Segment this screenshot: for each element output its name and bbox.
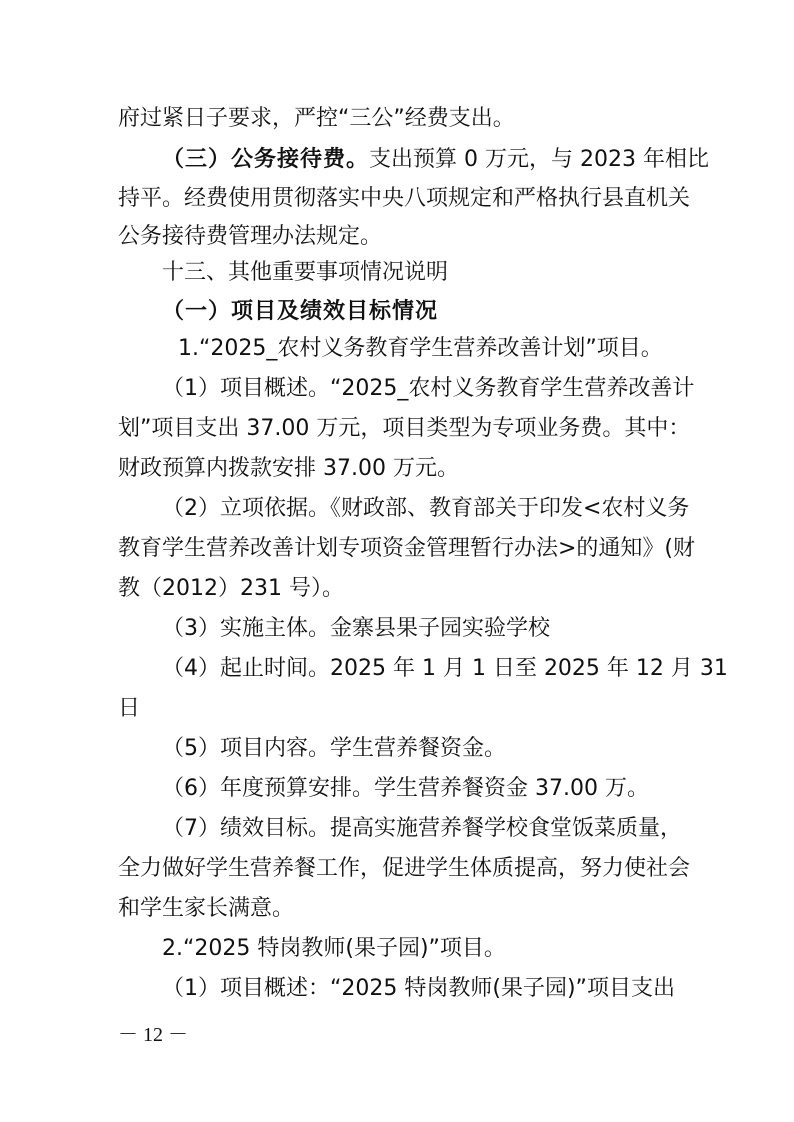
section-heading: 十三、其他重要事项情况说明 [162,260,449,285]
paragraph-line: 教（2012）231 号）。 [118,576,344,601]
paragraph-line: （1）项目概述：“2025 特岗教师(果子园)”项目支出 [162,976,675,1001]
paragraph-line: （5）项目内容。学生营养餐资金。 [162,736,506,761]
paragraph-line: （3）实施主体。金寨县果子园实验学校 [162,616,550,641]
paragraph-line: 公务接待费管理办法规定。 [118,224,383,249]
item-heading: 2.“2025 特岗教师(果子园)”项目。 [162,936,506,961]
paragraph-line: 和学生家长满意。 [118,896,295,921]
subsection-heading: （一）项目及绩效目标情况 [162,298,439,324]
paragraph-line: 府过紧日子要求，严控“三公”经费支出。 [118,106,515,131]
paragraph-line: （2）立项依据。《财政部、教育部关于印发<农村义务 [162,496,690,521]
paragraph-line [162,144,709,175]
paragraph-line: （7）绩效目标。提高实施营养餐学校食堂饭菜质量， [162,816,682,841]
paragraph-line: 划”项目支出 37.00 万元，项目类型为专项业务费。其中： [118,416,691,441]
page-number: － 12 － [118,1024,188,1046]
paragraph-line: 全力做好学生营养餐工作，促进学生体质提高，努力使社会 [118,856,691,881]
paragraph-line: （1）项目概述。“2025_农村义务教育学生营养改善计 [162,376,695,401]
paragraph-line: 日 [118,696,141,721]
paragraph-line: （4）起止时间。2025 年 1 月 1 日至 2025 年 12 月 31 [162,656,728,681]
paragraph-line: 财政预算内拨款安排 37.00 万元。 [118,456,459,481]
paragraph-line: 教育学生营养改善计划专项资金管理暂行办法>的通知》(财 [118,536,696,561]
paragraph-line: 持平。经费使用贯彻落实中央八项规定和严格执行县直机关 [118,186,691,211]
paragraph-line: （6）年度预算安排。学生营养餐资金 37.00 万。 [162,776,649,801]
item-heading: 1.“2025_农村义务教育学生营养改善计划”项目。 [178,336,663,361]
section-heading-inline: （三）公务接待费。 [162,146,370,172]
paragraph-text: 支出预算 0 万元，与 2023 年相比 [369,147,709,172]
